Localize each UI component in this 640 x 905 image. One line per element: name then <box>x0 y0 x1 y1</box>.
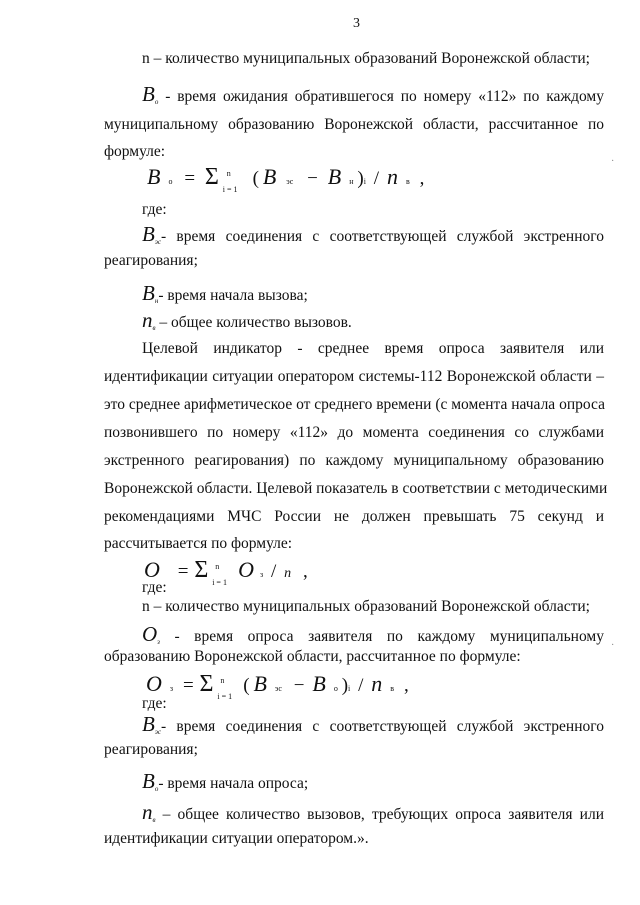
sigma-symbol: Σ <box>199 671 214 697</box>
formula-symbol: В <box>327 164 342 189</box>
symbol: n <box>142 308 153 332</box>
sigma-symbol: Σ <box>204 164 219 190</box>
formula-1 <box>147 163 424 196</box>
line-text: - время начала опроса; <box>158 775 309 792</box>
symbol: В <box>142 281 155 305</box>
text-line: где: <box>142 579 167 596</box>
scan-dot: · <box>611 156 615 167</box>
formula-operator: = <box>184 168 196 189</box>
sum-limits <box>212 562 234 587</box>
text-line: где: <box>142 201 167 218</box>
text-line <box>142 710 604 746</box>
subscript: эс <box>154 238 161 246</box>
subscript: эс <box>154 728 161 736</box>
formula-subscript: з <box>169 684 174 693</box>
subscript: о <box>154 98 159 106</box>
sigma-symbol: Σ <box>194 557 209 583</box>
symbol: О <box>142 622 158 646</box>
formula-symbol: О <box>146 671 162 696</box>
text-line: образованию Воронежской области, рассчитанное по формуле: <box>104 648 521 665</box>
formula-comma: , <box>419 168 425 189</box>
formula-symbol: n <box>284 566 292 581</box>
symbol: В <box>142 712 155 736</box>
text-line: n – количество муниципальных образований Воронежской области; <box>142 598 590 615</box>
paragraph-line: Воронежской области. Целевой показатель в соответствии с методическими <box>104 480 608 497</box>
paragraph-line: это среднее арифметическое от среднего времени (с момента начала опроса <box>104 396 605 413</box>
scan-dot: · <box>611 640 615 651</box>
formula-operator: − <box>293 675 305 696</box>
subscript: в <box>152 816 156 824</box>
symbol: n <box>142 800 153 824</box>
formula-operator: − <box>307 168 318 189</box>
formula-symbol: В <box>312 671 326 696</box>
paragraph-line: позвонившего по номеру «112» до момента соединения со службами <box>104 424 604 441</box>
formula-operator: = <box>182 675 194 696</box>
paragraph-line: экстренного реагирования) по каждому муниципальному образованию <box>104 452 604 469</box>
formula-operator: = <box>177 561 189 582</box>
text-line: формуле: <box>104 143 166 160</box>
text-line: где: <box>142 695 167 712</box>
formula-subscript: о <box>168 177 173 186</box>
formula-paren: ( <box>252 168 259 189</box>
symbol: В <box>142 82 155 106</box>
sum-limits <box>222 169 249 194</box>
formula-operator: / <box>373 168 380 189</box>
formula-symbol: О <box>238 557 254 582</box>
sum-lower: i = 1 <box>217 692 233 701</box>
formula-index: i <box>348 684 351 693</box>
paragraph-line: рекомендациями МЧС России не должен превышать 75 секунд и <box>104 508 604 525</box>
formula-subscript: в <box>390 684 395 693</box>
paragraph-line: Целевой индикатор - среднее время опроса заявителя или <box>142 340 604 357</box>
line-text: - время ожидания обратившегося по номеру «112» по каждому <box>158 88 604 105</box>
formula-paren: ) <box>341 675 349 696</box>
formula-subscript: в <box>405 177 410 186</box>
formula-subscript: эс <box>286 177 294 186</box>
subscript: н <box>154 297 159 305</box>
text-line: реагирования; <box>104 252 198 269</box>
symbol: В <box>142 222 155 246</box>
line-text: – общее количество вызовов, требующих опроса заявителя или <box>155 806 604 823</box>
text-line: муниципальному образованию Воронежской области, рассчитанное по <box>104 116 604 133</box>
formula-symbol: В <box>253 671 267 696</box>
formula-paren: ( <box>243 675 250 696</box>
formula-comma: , <box>403 675 409 696</box>
paragraph-line: рассчитывается по формуле: <box>104 535 293 552</box>
page-number: 3 <box>353 16 360 31</box>
sum-lower: i = 1 <box>212 578 227 587</box>
formula-2 <box>144 556 308 589</box>
formula-index: i <box>363 177 366 186</box>
subscript: о <box>154 785 159 793</box>
formula-symbol: В <box>147 164 161 189</box>
formula-comma: , <box>303 561 308 582</box>
formula-subscript: з <box>259 570 264 579</box>
formula-operator: / <box>358 675 364 696</box>
paragraph-line: идентификации ситуации оператором системы-112 Воронежской области – <box>104 368 604 385</box>
sum-upper: n <box>226 169 231 178</box>
symbol: В <box>142 769 155 793</box>
sum-upper: n <box>220 676 225 685</box>
text-line <box>142 220 604 256</box>
line-text: - время опроса заявителя по каждому муниципальному <box>159 628 604 645</box>
formula-paren: ) <box>357 168 364 189</box>
formula-symbol: n <box>371 671 383 696</box>
line-text: - время соединения с соответствующей службой экстренного <box>160 228 604 245</box>
subscript: з <box>157 638 160 646</box>
formula-subscript: о <box>333 684 338 693</box>
text-line: реагирования; <box>104 741 198 758</box>
sum-upper: n <box>215 562 220 571</box>
formula-operator: / <box>271 561 277 582</box>
line-text: - время начала вызова; <box>158 287 308 304</box>
formula-subscript: н <box>349 177 354 186</box>
formula-subscript: эс <box>274 684 282 693</box>
formula-symbol: В <box>262 164 277 189</box>
line-text: – общее количество вызовов. <box>155 314 352 331</box>
text-line: n – количество муниципальных образований Воронежской области; <box>142 50 590 67</box>
text-line: идентификации ситуации оператором.». <box>104 830 369 847</box>
line-text: - время соединения с соответствующей службой экстренного <box>160 718 604 735</box>
sum-limits <box>217 676 239 701</box>
subscript: в <box>152 324 156 332</box>
formula-symbol: n <box>386 164 398 189</box>
formula-symbol: О <box>144 557 160 582</box>
sum-lower: i = 1 <box>222 185 238 194</box>
formula-3 <box>146 670 409 703</box>
